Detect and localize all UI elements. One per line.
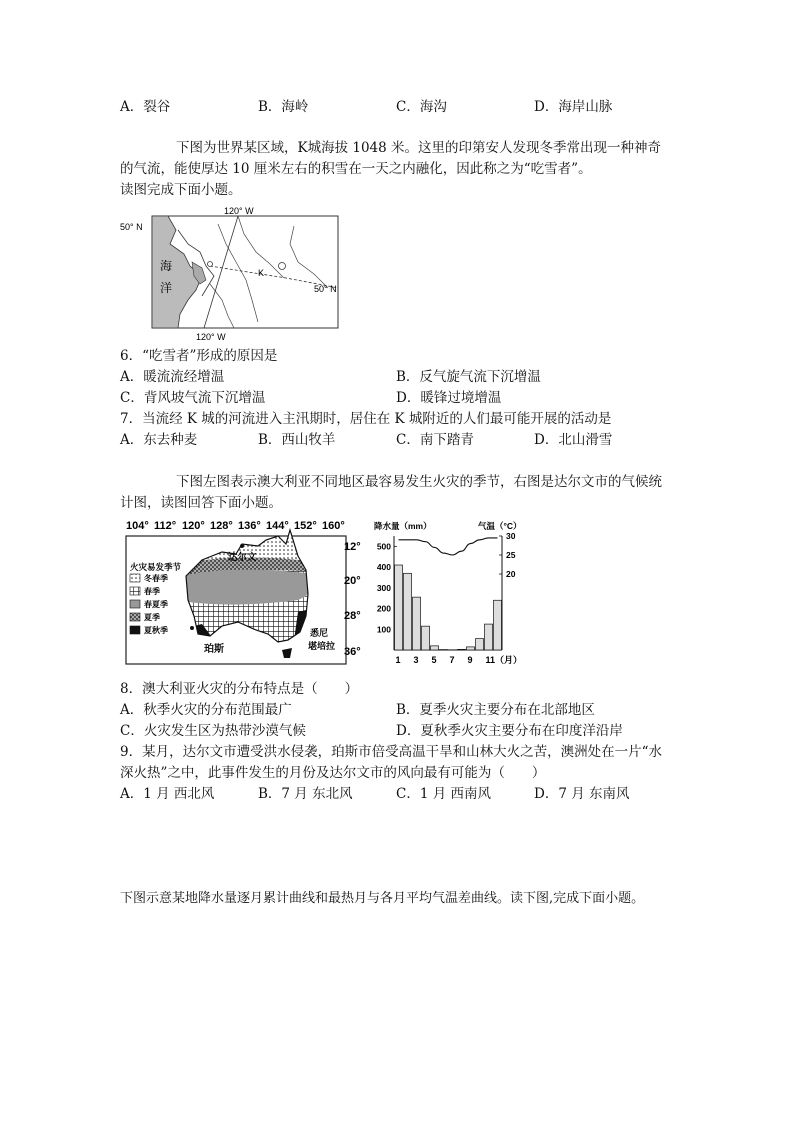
legend-swatch-summer xyxy=(130,613,140,621)
left-tick-label-500: 500 xyxy=(376,541,391,552)
legend-swatch-summer-autumn xyxy=(130,626,140,634)
chart-ylabel-right: 气温（°C） xyxy=(478,521,522,531)
map2-lat-28: 28° xyxy=(344,610,361,622)
precip-bar-month-10 xyxy=(476,639,484,650)
left-tick-label-200: 200 xyxy=(376,603,391,614)
chart-precip-bars xyxy=(395,565,502,650)
q9-option-a: A．1 月 西北风 xyxy=(120,786,215,802)
intro1-line1: 下图为世界某区域，K城海拔 1048 米。这里的印第安人发现冬季常出现一种神奇 xyxy=(176,140,662,156)
map2-lat-20: 20° xyxy=(344,575,361,587)
q8-option-a: A．秋季火灾的分布范围最广 xyxy=(120,702,292,718)
legend-swatch-winter-spring xyxy=(130,574,140,582)
darwin-climate-chart xyxy=(370,516,530,670)
q5-option-c: C．海沟 xyxy=(396,99,447,115)
map2-lon-labels xyxy=(126,520,345,532)
x-tick-label-4: 9 xyxy=(467,655,473,665)
chart-x-ticks xyxy=(396,655,523,665)
right-tick-label-25: 25 xyxy=(506,550,516,560)
map2-perth-label: 珀斯 xyxy=(204,644,224,655)
x-tick-label-0: 1 xyxy=(395,655,401,665)
map2-lat-36: 36° xyxy=(344,646,361,658)
x-tick-label-5: 11（月） xyxy=(485,655,523,665)
map2-lon-120: 120° xyxy=(182,520,205,532)
map1-lat-left: 50° N xyxy=(120,222,143,232)
q8-option-b: B．夏季火灾主要分布在北部地区 xyxy=(396,702,595,718)
q5-option-d: D．海岸山脉 xyxy=(534,99,613,115)
x-tick-label-1: 3 xyxy=(413,655,419,665)
map2-darwin-label: 达尔文 xyxy=(228,552,257,563)
q7-option-a: A．东去种麦 xyxy=(120,432,198,448)
legend-label-spring-summer: 春夏季 xyxy=(144,600,168,609)
precip-bar-month-9 xyxy=(467,647,475,650)
right-tick-label-30: 30 xyxy=(506,531,516,541)
map2-canberra-label: 堪培拉 xyxy=(308,641,336,651)
legend-label-summer: 夏季 xyxy=(144,613,160,622)
map1-lon-top: 120° W xyxy=(224,206,254,216)
map2-lon-144: 144° xyxy=(266,520,289,532)
legend-label-winter-spring: 冬春季 xyxy=(144,574,168,583)
precip-bar-month-11 xyxy=(485,624,493,650)
map1-sea-char2: 洋 xyxy=(160,281,173,295)
q6-option-a: A．暖流流经增温 xyxy=(120,369,225,385)
chart-ylabel-left: 降水量（mm） xyxy=(374,521,432,531)
left-tick-label-400: 400 xyxy=(376,562,391,573)
map1-city-k-marker xyxy=(279,263,286,270)
q7-option-c: C．南下踏青 xyxy=(396,432,474,448)
legend-label-spring: 春季 xyxy=(144,587,160,596)
intro2-line2: 计图，读图回答下面小题。 xyxy=(120,495,282,511)
q8-option-d: D．夏秋季火灾主要分布在印度洋沿岸 xyxy=(396,723,623,739)
q9-option-b: B．7 月 东北风 xyxy=(258,786,353,802)
q6-option-d: D．暖锋过境增温 xyxy=(396,390,502,406)
map2-lat-12: 12° xyxy=(344,541,361,553)
map2-darwin-marker xyxy=(240,544,244,548)
map1-sea-char1: 海 xyxy=(160,259,173,273)
q5-option-a: A．裂谷 xyxy=(120,99,171,115)
north-america-map xyxy=(118,204,350,342)
map2-lon-136: 136° xyxy=(238,520,261,532)
right-tick-label-20: 20 xyxy=(506,569,516,579)
intro1-line2: 的气流，能使厚达 10 厘米左右的积雪在一天之内融化，因此称之为“吃雪者”。 xyxy=(120,161,592,177)
map2-lon-112: 112° xyxy=(154,520,177,532)
x-tick-label-3: 7 xyxy=(449,655,455,665)
q9-option-d: D．7 月 东南风 xyxy=(534,786,630,802)
precip-bar-month-2 xyxy=(404,573,412,650)
q6-stem: 6．“吃雪者”形成的原因是 xyxy=(120,348,278,364)
precip-bar-month-1 xyxy=(395,565,403,650)
left-tick-label-100: 100 xyxy=(376,624,391,635)
map1-lake xyxy=(208,262,213,267)
zone-spring-summer xyxy=(180,569,315,604)
q7-stem: 7．当流经 K 城的河流进入主汛期时，居住在 K 城附近的人们最可能开展的活动是 xyxy=(120,411,612,427)
map2-lon-128: 128° xyxy=(210,520,233,532)
q7-option-d: D．北山滑雪 xyxy=(534,432,613,448)
precip-bar-month-4 xyxy=(422,626,430,650)
precip-bar-month-8 xyxy=(458,649,466,650)
q9-option-c: C．1 月 西南风 xyxy=(396,786,492,802)
q5-option-b: B．海岭 xyxy=(258,99,309,115)
legend-swatch-spring xyxy=(130,587,140,595)
q6-option-b: B．反气旋气流下沉增温 xyxy=(396,369,541,385)
q8-stem: 8．澳大利亚火灾的分布特点是（ ） xyxy=(120,681,359,697)
map1-lon-bottom: 120° W xyxy=(196,332,226,342)
legend-label-summer-autumn: 夏秋季 xyxy=(144,626,168,635)
australia-fire-map xyxy=(118,516,370,668)
precip-bar-month-12 xyxy=(494,600,502,650)
map1-city-k-label: K xyxy=(258,268,265,278)
q6-option-c: C．背风坡气流下沉增温 xyxy=(120,390,266,406)
precip-bar-month-5 xyxy=(431,646,439,650)
intro2-line1: 下图左图表示澳大利亚不同地区最容易发生火灾的季节，右图是达尔文市的气候统 xyxy=(176,474,662,490)
intro1-line3: 读图完成下面小题。 xyxy=(120,182,242,198)
legend-swatch-spring-summer xyxy=(130,600,140,608)
x-tick-label-2: 5 xyxy=(431,655,437,665)
map2-lon-152: 152° xyxy=(294,520,317,532)
chart-temp-line xyxy=(399,538,498,555)
q7-option-b: B．西山牧羊 xyxy=(258,432,336,448)
intro3: 下图示意某地降水量逐月累计曲线和最热月与各月平均气温差曲线。读下图,完成下面小题。 xyxy=(120,891,645,906)
map2-lon-160: 160° xyxy=(322,520,345,532)
precip-bar-month-3 xyxy=(413,597,421,650)
q9-line2: 深火热”之中，此事件发生的月份及达尔文市的风向最有可能为（ ） xyxy=(120,765,546,781)
left-tick-label-300: 300 xyxy=(376,582,391,593)
map1-lat-right: 50° N xyxy=(314,284,337,294)
map2-lon-104: 104° xyxy=(126,520,149,532)
map2-perth-marker xyxy=(190,626,194,630)
map2-sydney-label: 悉尼 xyxy=(310,628,329,638)
legend-title: 火灾易发季节 xyxy=(130,562,182,572)
q9-line1: 9．某月，达尔文市遭受洪水侵袭，珀斯市倍受高温干旱和山林大火之苦，澳洲处在一片“水 xyxy=(120,744,662,760)
q8-option-c: C．火灾发生区为热带沙漠气候 xyxy=(120,723,306,739)
